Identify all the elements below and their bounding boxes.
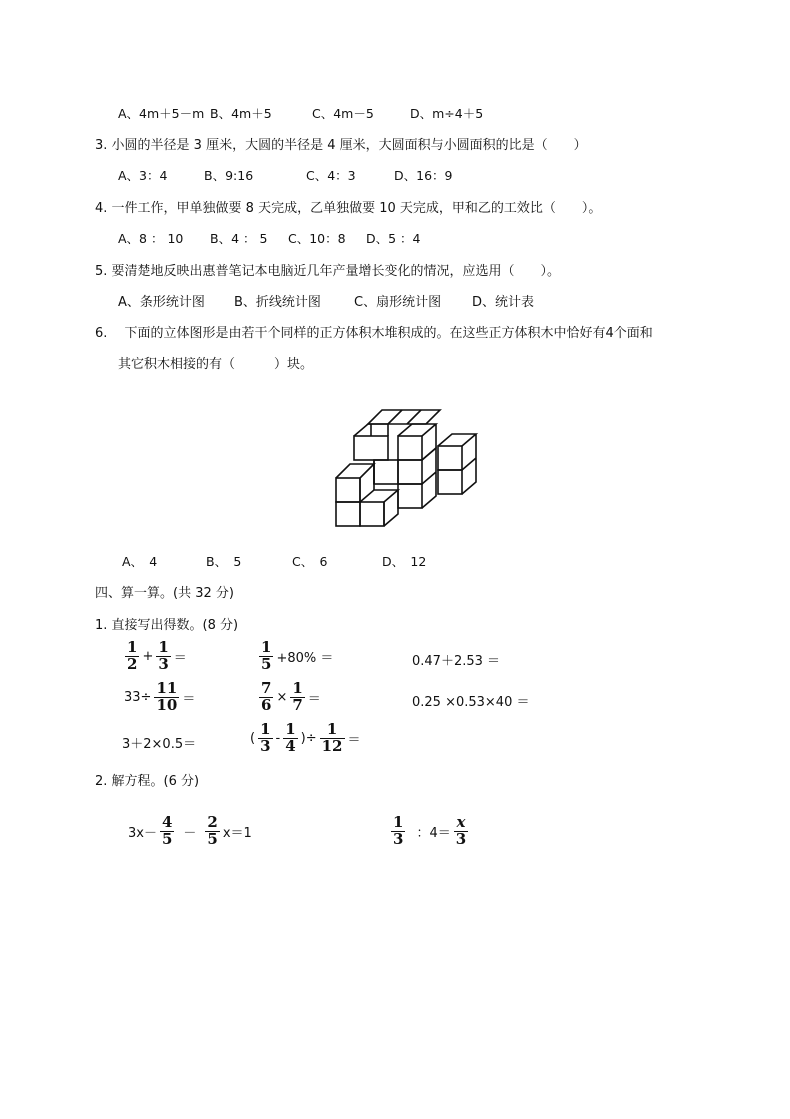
fraction: $\frac{11}{10}$ <box>156 679 178 714</box>
q6-options <box>122 552 427 570</box>
option-a: A、4m＋5－m <box>118 106 205 121</box>
equation-2: $\frac{1}{3}$ ：4＝ $\frac{x}{3}$ <box>393 813 467 848</box>
q3-options <box>118 166 453 184</box>
fraction: $\frac{2}{5}$ <box>207 813 218 848</box>
fraction: $\frac{1}{2}$ <box>127 638 138 673</box>
fraction: $\frac{1}{3}$ <box>260 720 271 755</box>
fraction: $\frac{1}{3}$ <box>158 638 169 673</box>
option-a: A、 4 <box>122 554 158 569</box>
option-c: C、4：3 <box>306 168 356 183</box>
question-4: 4. 一件工作，甲单独做要 8 天完成，乙单独做要 10 天完成，甲和乙的工效比（ ）。 <box>95 201 602 216</box>
question-3: 3. 小圆的半径是 3 厘米，大圆的半径是 4 厘米，大圆面积与小圆面积的比是（ ） <box>95 138 587 153</box>
option-c: C、 6 <box>292 554 328 569</box>
q4-options <box>118 229 421 247</box>
option-b: B、4m＋5 <box>210 106 272 121</box>
fraction: $\frac{1}{7}$ <box>292 679 303 714</box>
fraction: $\frac{1}{4}$ <box>285 720 296 755</box>
expr-5: $\frac{7}{6}$ × $\frac{1}{7}$ ＝ <box>261 679 321 714</box>
option-a: A、8 ： 10 <box>118 231 184 246</box>
equation-1: 3x－ $\frac{4}{5}$ － $\frac{2}{5}$ x＝1 <box>128 813 252 848</box>
expr-3: 0.47＋2.53 ＝ <box>412 654 501 669</box>
section-4-title: 四、算一算。(共 32 分) <box>95 586 234 601</box>
expr-8: ( $\frac{1}{3}$ - $\frac{1}{4}$ )÷ $\frac{1}{12}$ ＝ <box>250 720 361 755</box>
question-6-line2: 其它积木相接的有（ ）块。 <box>118 357 314 372</box>
option-d: D、统计表 <box>472 295 535 310</box>
part-2-title: 2. 解方程。(6 分) <box>95 774 200 789</box>
fraction: $\frac{1}{5}$ <box>261 638 272 673</box>
fraction: $\frac{1}{12}$ <box>321 720 343 755</box>
option-c: C、10：8 <box>288 231 346 246</box>
q2-options <box>118 104 484 122</box>
fraction: $\frac{1}{3}$ <box>393 813 404 848</box>
option-d: D、5 ：4 <box>366 231 421 246</box>
cube-stack-figure <box>330 402 482 532</box>
expr-6: 0.25 ×0.53×40 ＝ <box>412 695 530 710</box>
fraction: $\frac{4}{5}$ <box>161 813 173 848</box>
option-c: C、4m－5 <box>312 106 374 121</box>
q5-options <box>118 291 535 310</box>
option-c: C、扇形统计图 <box>354 295 442 310</box>
option-a: A、条形统计图 <box>118 295 205 310</box>
option-b: B、4 ： 5 <box>210 231 268 246</box>
fraction: $\frac{7}{6}$ <box>261 679 272 714</box>
fraction: $\frac{x}{3}$ <box>455 813 467 848</box>
option-b: B、 5 <box>206 554 242 569</box>
question-6-line1: 6. 下面的立体图形是由若干个同样的正方体积木堆积成的。在这些正方体积木中恰好有4个面和 <box>95 326 653 341</box>
option-d: D、 12 <box>382 554 427 569</box>
option-b: B、折线统计图 <box>234 295 321 310</box>
expr-7: 3＋2×0.5＝ <box>122 737 197 752</box>
question-5: 5. 要清楚地反映出惠普笔记本电脑近几年产量增长变化的情况，应选用（ ）。 <box>95 264 561 279</box>
part-1-title: 1. 直接写出得数。(8 分) <box>95 618 239 633</box>
option-d: D、16：9 <box>394 168 453 183</box>
expr-4: 33÷ $\frac{11}{10}$ ＝ <box>124 679 196 714</box>
expr-2: $\frac{1}{5}$ +80% ＝ <box>261 638 334 673</box>
expr-1: $\frac{1}{2}$ + $\frac{1}{3}$ ＝ <box>127 638 187 673</box>
option-b: B、9:16 <box>204 168 254 183</box>
option-d: D、m÷4＋5 <box>410 106 484 121</box>
option-a: A、3：4 <box>118 168 168 183</box>
